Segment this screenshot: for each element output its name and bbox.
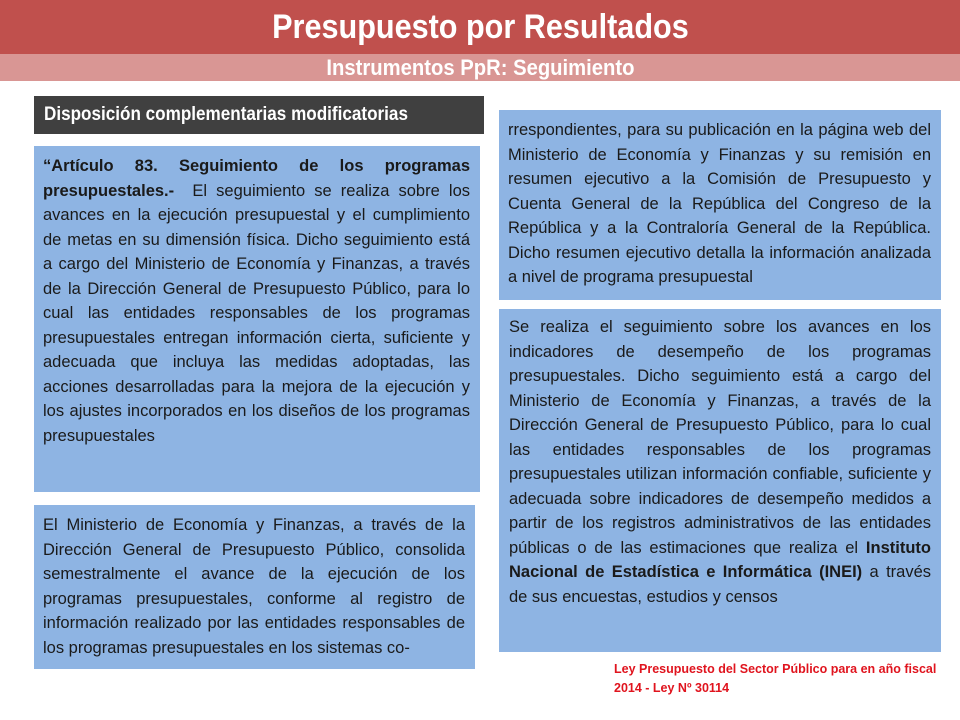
indicators-text (509, 315, 931, 609)
indicators-text-before: Se realiza el seguimiento sobre los avances en los indicadores de desempeño de los programas presupuestales. Dicho seguimiento está a cargo del Ministerio de Economía y Finanzas, a través de la Dirección General de Presupuesto Público, para lo cual las entidades responsables de los programas presupuestales utilizan información confiable, suficiente y adecuada sobre indicadores de desempeño medidos a partir de los registros administrativos de las entidades públicas o de las estimaciones que realiza el (509, 318, 931, 557)
continuation-box (499, 110, 941, 300)
article-83-box (34, 146, 480, 492)
indicators-text-after: a través de sus encuestas, estudios y censos (509, 563, 932, 606)
source-citation: Ley Presupuesto del Sector Público para en año fiscal 2014 - Ley Nº 30114 (614, 662, 937, 695)
subtitle-band (0, 54, 960, 81)
section-heading-box (34, 96, 484, 134)
consolidation-box (34, 505, 475, 669)
section-heading: Disposición complementarias modificatorias (44, 104, 408, 125)
article-83-text (43, 154, 470, 448)
continuation-text: rrespondientes, para su publicación en la página web del Ministerio de Economía y Finanzas y su remisión en resumen ejecutivo a la Comisión de Presupuesto y Cuenta General de la República del Congreso de la República y a la Contraloría General de la República. Dicho resumen ejecutivo detalla la información analizada a nivel de programa presupuestal (508, 121, 931, 286)
title-band (0, 0, 960, 54)
inei-name: Instituto Nacional de Estadística e Informática (INEI) (509, 538, 931, 581)
article-83-body: El seguimiento se realiza sobre los avances en la ejecución presupuestal y el cumplimiento de metas en su dimensión física. Dicho seguimiento está a cargo del Ministerio de Economía y Finanzas, a través de la Dirección General de Presupuesto Público, para lo cual las entidades responsables de los programas presupuestales entregan información cierta, suficiente y adecuada que incluya las medidas adoptadas, las acciones desarrolladas para la mejora de la ejecución y los ajustes incorporados en los diseños de los programas presupuestales (43, 181, 470, 445)
indicators-box (499, 309, 941, 652)
consolidation-text: El Ministerio de Economía y Finanzas, a través de la Dirección General de Presupuesto Público, consolida semestralmente el avance de la ejecución de los programas presupuestales, conforme al registro de información realizado por las entidades responsables de los programas presupuestales en los sistemas co- (43, 516, 465, 657)
article-83-lead: “Artículo 83. Seguimiento de los programas presupuestales.- (43, 157, 470, 200)
page-title: Presupuesto por Resultados (271, 7, 689, 46)
page-subtitle: Instrumentos PpR: Seguimiento (325, 54, 635, 80)
